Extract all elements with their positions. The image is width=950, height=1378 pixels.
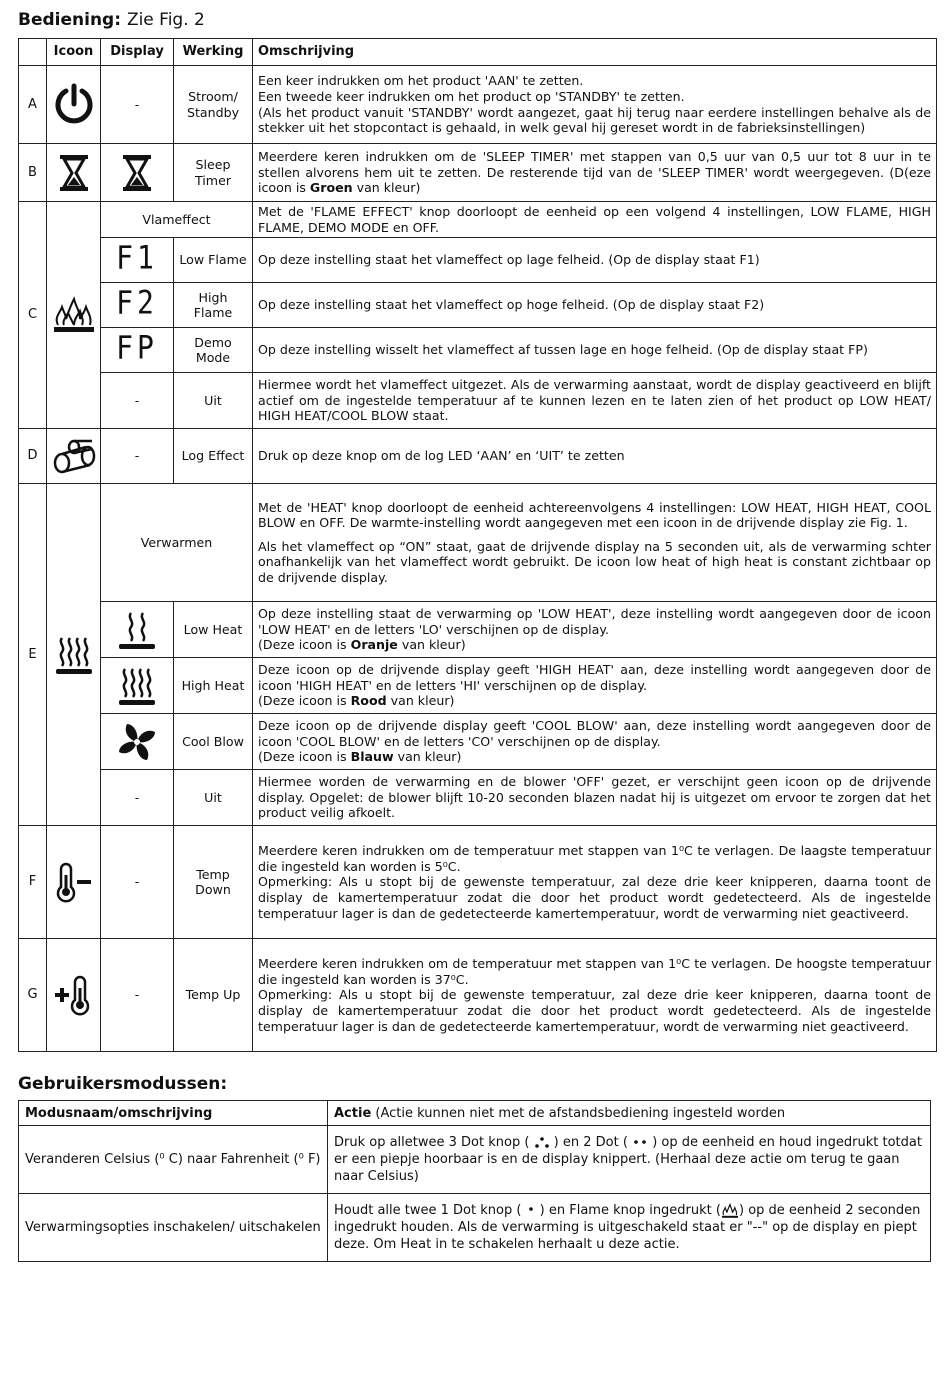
werking-label: Temp Down xyxy=(174,826,253,939)
action-text: ) op de eenheid en houd ingedrukt totdat er een piepje hoorbaar is en de display knippert. (Herhaal deze actie om terug te gaan naar Celsius) xyxy=(334,1135,922,1184)
desc-text: van kleur) xyxy=(393,749,462,765)
table-row-c-uit xyxy=(19,373,937,429)
row-description xyxy=(253,484,937,602)
display-value: - xyxy=(101,770,174,826)
header-omschrijving: Omschrijving xyxy=(253,39,937,66)
color-name: Groen xyxy=(309,180,353,196)
one-dot-icon xyxy=(526,1204,536,1218)
row-description: Op deze instelling staat het vlameffect op lage felheid. (Op de display staat F1) xyxy=(253,238,937,283)
werking-label: Stroom/ Standby xyxy=(174,66,253,144)
header-werking: Werking xyxy=(174,39,253,66)
controls-table xyxy=(18,38,937,1052)
row-description: Hiermee worden de verwarming en de blower 'OFF' gezet, er verschijnt geen icoon op de drijvende display. Opgelet: de blower blijft 10-20 seconden blazen nadat hij is uitgezet om ervoor te zorgen dat het product veilig afkoelt. xyxy=(253,770,937,826)
row-description xyxy=(253,602,937,658)
header-blank xyxy=(19,39,47,66)
desc-paragraph: Met de 'HEAT' knop doorloopt de eenheid achtereenvolgens 4 instellingen: LOW HEAT, HIGH HEAT, COOL BLOW en OFF. De warmte-instelling wordt aangegeven met een icoon in de drijvende display zie Fig. 1. xyxy=(258,499,931,531)
mode-name: Verwarmingsopties inschakelen/ uitschakelen xyxy=(19,1194,328,1262)
row-description xyxy=(253,714,937,770)
header-rest: (Actie kunnen niet met de afstandsbediening ingesteld worden xyxy=(371,1105,786,1121)
row-letter: G xyxy=(19,939,47,1052)
werking-label: High Heat xyxy=(174,658,253,714)
high-heat-icon xyxy=(101,658,174,714)
action-text: Houdt alle twee 1 Dot knop ( xyxy=(334,1203,526,1218)
table-row-e-uit xyxy=(19,770,937,826)
desc-text: van kleur) xyxy=(352,180,421,196)
thermometer-plus-icon xyxy=(47,939,101,1052)
section-title-gebruikersmodussen: Gebruikersmodussen: xyxy=(18,1074,228,1094)
row-description: Hiermee wordt het vlameffect uitgezet. Als de verwarming aanstaat, wordt de display geactiveerd en blijft actief om de ingestelde temperatuur af te kunnen lezen en te laten zien of het product op LOW HEAT/ HIGH HEAT/COOL BLOW staat. xyxy=(253,373,937,429)
row-letter: F xyxy=(19,826,47,939)
werking-label: Temp Up xyxy=(174,939,253,1052)
flame-icon xyxy=(721,1203,739,1219)
header-icoon: Icoon xyxy=(47,39,101,66)
werking-label: Uit xyxy=(174,373,253,429)
row-description: Op deze instelling wisselt het vlameffect af tussen lage en hoge felheid. (Op de display staat FP) xyxy=(253,328,937,373)
modes-header-left: Modusnaam/omschrijving xyxy=(19,1101,328,1126)
desc-text: Deze icoon op de drijvende display geeft 'HIGH HEAT' aan, deze instelling wordt aangegeven door de icoon 'HIGH HEAT' en de letters 'HI' verschijnen op de display. (Deze icoon is xyxy=(258,662,931,709)
row-letter: B xyxy=(19,144,47,202)
mode-action xyxy=(328,1126,931,1194)
heat-icon xyxy=(47,484,101,826)
row-letter: E xyxy=(19,484,47,826)
logs-icon xyxy=(47,429,101,484)
segment-text: F2 xyxy=(116,283,158,322)
modes-header-row xyxy=(19,1101,931,1126)
table-row-e-high xyxy=(19,658,937,714)
display-segment-f1 xyxy=(101,238,174,283)
row-letter: A xyxy=(19,66,47,144)
display-value: - xyxy=(101,826,174,939)
section-title-text: Bediening: xyxy=(18,10,122,30)
display-value: - xyxy=(101,373,174,429)
row-description xyxy=(253,144,937,202)
table-row-e-cool xyxy=(19,714,937,770)
display-segment-f2 xyxy=(101,283,174,328)
row-description: Meerdere keren indrukken om de temperatuur met stappen van 1⁰C te verlagen. De hoogste temperatuur die ingesteld kan worden is 37⁰C. Opmerking: Als u stopt bij de gewenste temperatuur, zal deze drie keer knipperen, daarna toont de display de kamertemperatuur zodat die door het product wordt gedetecteerd. Als de ingestelde temperatuur lager is dan de gedetecteerde kamertemperatuur, wordt de verwarming niet geactiveerd. xyxy=(253,939,937,1052)
segment-text: F1 xyxy=(116,238,158,277)
werking-label: Low Heat xyxy=(174,602,253,658)
table-row-c xyxy=(19,202,937,238)
table-row-c-f1 xyxy=(19,238,937,283)
table-row-c-fp xyxy=(19,328,937,373)
color-name: Oranje xyxy=(350,637,398,653)
werking-label: Uit xyxy=(174,770,253,826)
table-row-b xyxy=(19,144,937,202)
row-letter: D xyxy=(19,429,47,484)
row-letter: C xyxy=(19,202,47,429)
fan-icon xyxy=(101,714,174,770)
display-value: - xyxy=(101,939,174,1052)
color-name: Blauw xyxy=(350,749,394,765)
desc-text: van kleur) xyxy=(386,693,455,709)
vlameffect-label: Vlameffect xyxy=(101,202,253,238)
section-title-bediening xyxy=(18,10,205,30)
two-dot-icon xyxy=(632,1136,648,1150)
modes-header-right xyxy=(328,1101,931,1126)
werking-label: Cool Blow xyxy=(174,714,253,770)
three-dot-icon xyxy=(534,1136,550,1150)
table-row-e xyxy=(19,484,937,602)
modes-table xyxy=(18,1100,931,1262)
table-row-g xyxy=(19,939,937,1052)
action-text: ) en 2 Dot ( xyxy=(549,1135,633,1150)
action-text: ) en Flame knop ingedrukt ( xyxy=(535,1203,721,1218)
thermometer-minus-icon xyxy=(47,826,101,939)
werking-label: Low Flame xyxy=(174,238,253,283)
table-row-c-f2 xyxy=(19,283,937,328)
desc-text: van kleur) xyxy=(397,637,466,653)
table-row-d xyxy=(19,429,937,484)
header-bold: Actie xyxy=(334,1105,372,1121)
mode-name: Veranderen Celsius (⁰ C) naar Fahrenheit (⁰ F) xyxy=(19,1126,328,1194)
color-name: Rood xyxy=(350,693,387,709)
segment-text: FP xyxy=(116,328,158,367)
modes-row-celsius xyxy=(19,1126,931,1194)
table-header-row xyxy=(19,39,937,66)
action-text: ) op de eenheid 2 seconden ingedrukt houden. Als de verwarming is uitgeschakeld staat er "--" op de display en piept deze. Om Heat in te schakelen herhaalt u deze actie. xyxy=(334,1203,921,1252)
section-ref: Zie Fig. 2 xyxy=(126,10,205,30)
werking-label: Sleep Timer xyxy=(174,144,253,202)
row-description: Met de 'FLAME EFFECT' knop doorloopt de eenheid op een volgend 4 instellingen, LOW FLAME, HIGH FLAME, DEMO MODE en OFF. xyxy=(253,202,937,238)
row-description: Een keer indrukken om het product 'AAN' te zetten. Een tweede keer indrukken om het product op 'STANDBY' te zetten. (Als het product vanuit 'STANDBY' wordt aangezet, gaat hij terug naar eerdere instellingen behalve als de stekker uit het stopcontact is gehaald, in welk geval hij gereset wordt in de fabrieksinstellingen) xyxy=(253,66,937,144)
table-row-a xyxy=(19,66,937,144)
desc-text: Meerdere keren indrukken om de 'SLEEP TIMER' met stappen van 0,5 uur van 0,5 uur tot 8 uur in te stellen alvorens hem uit te zetten. De resterende tijd van de 'SLEEP TIMER' wordt weergegeven. (D(eze icoon is xyxy=(258,149,931,196)
flame-icon xyxy=(47,202,101,429)
table-row-f xyxy=(19,826,937,939)
werking-label: Demo Mode xyxy=(174,328,253,373)
desc-text: Deze icoon op de drijvende display geeft 'COOL BLOW' aan, deze instelling wordt aangegeven door de icoon 'COOL BLOW' en de letters 'CO' verschijnen op de display. (Deze icoon is xyxy=(258,718,931,765)
row-description: Op deze instelling staat het vlameffect op hoge felheid. (Op de display staat F2) xyxy=(253,283,937,328)
desc-paragraph: Als het vlameffect op “ON” staat, gaat de drijvende display na 5 seconden uit, als de verwarming schter onafhankelijk van het vlameffect wordt gebruikt. De icoon low heat of high heat is constant zichtbaar op de drijvende display. xyxy=(258,538,931,586)
row-description xyxy=(253,658,937,714)
table-row-e-low xyxy=(19,602,937,658)
modes-row-heating xyxy=(19,1194,931,1262)
werking-label: Log Effect xyxy=(174,429,253,484)
werking-label: High Flame xyxy=(174,283,253,328)
verwarmen-label: Verwarmen xyxy=(101,484,253,602)
desc-text: Op deze instelling staat de verwarming op 'LOW HEAT', deze instelling wordt aangegeven door de icoon 'LOW HEAT' en de letters 'LO' verschijnen op de display. (Deze icoon is xyxy=(258,606,931,653)
power-icon xyxy=(47,66,101,144)
display-value: - xyxy=(101,66,174,144)
display-value: - xyxy=(101,429,174,484)
hourglass-display-icon xyxy=(101,144,174,202)
row-description: Druk op deze knop om de log LED ‘AAN’ en ‘UIT’ te zetten xyxy=(253,429,937,484)
display-segment-fp xyxy=(101,328,174,373)
header-display: Display xyxy=(101,39,174,66)
hourglass-icon xyxy=(47,144,101,202)
low-heat-icon xyxy=(101,602,174,658)
action-text: Druk op alletwee 3 Dot knop ( xyxy=(334,1135,534,1150)
row-description: Meerdere keren indrukken om de temperatuur met stappen van 1⁰C te verlagen. De laagste temperatuur die ingesteld kan worden is 5⁰C. Opmerking: Als u stopt bij de gewenste temperatuur, zal deze drie keer knipperen, daarna toont de display de kamertemperatuur zodat die door het product wordt gedetecteerd. Als de ingestelde temperatuur lager is dan de gedetecteerde kamertemperatuur, wordt de verwarming niet geactiveerd. xyxy=(253,826,937,939)
mode-action xyxy=(328,1194,931,1262)
